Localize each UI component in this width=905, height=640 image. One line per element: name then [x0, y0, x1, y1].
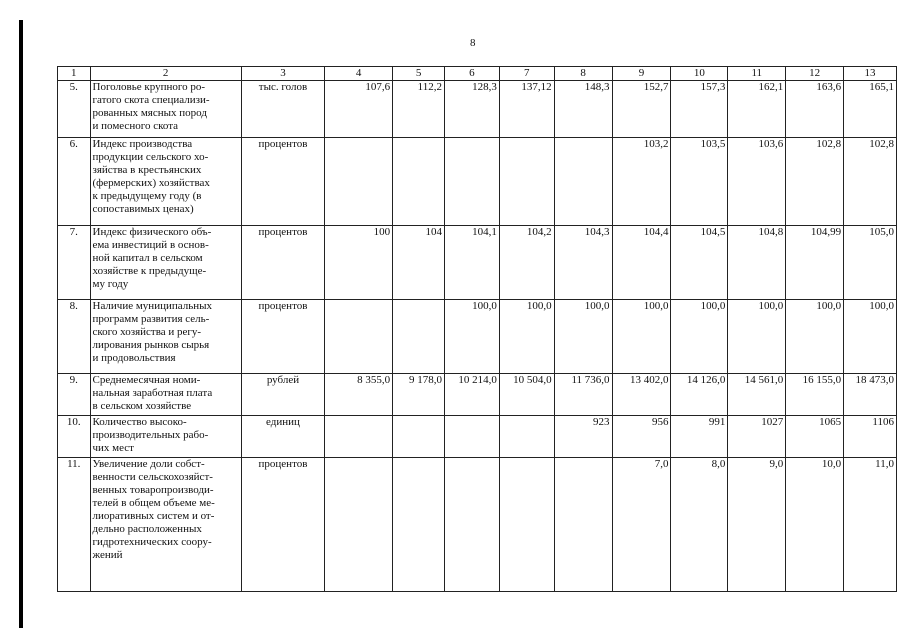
value-cell-col-4	[325, 300, 393, 374]
indicator-name-line: гатого скота специализи-	[92, 94, 210, 106]
header-cell-col-13: 13	[844, 67, 897, 81]
value-cell-col-13: 165,1	[844, 81, 897, 138]
unit-of-measure: рублей	[241, 374, 324, 416]
unit-of-measure: процентов	[241, 138, 324, 226]
indicator-name-line: Поголовье крупного ро-	[92, 81, 205, 93]
value-cell-col-5	[393, 138, 445, 226]
table-row	[58, 458, 897, 592]
value-cell-col-11: 100,0	[728, 300, 786, 374]
indicator-name-line: гидротехнических соору-	[92, 536, 212, 548]
value-cell-col-12: 16 155,0	[786, 374, 844, 416]
header-cell-col-1: 1	[58, 67, 91, 81]
indicator-name-line: к предыдущему году (в	[92, 190, 202, 202]
value-cell-col-8: 104,3	[554, 226, 612, 300]
indicator-name-line: Наличие муниципальных	[92, 300, 213, 312]
table-row	[58, 416, 897, 458]
value-cell-col-5: 9 178,0	[393, 374, 445, 416]
value-cell-col-6	[444, 138, 499, 226]
indicator-name	[90, 81, 241, 138]
value-cell-col-4: 8 355,0	[325, 374, 393, 416]
indicator-name-line: хозяйстве к предыдуще-	[92, 265, 207, 277]
indicator-name-line: и продовольствия	[92, 352, 176, 364]
header-cell-col-10: 10	[671, 67, 728, 81]
value-cell-col-8	[554, 138, 612, 226]
indicator-name-line: сопоставимых ценах)	[92, 203, 194, 215]
row-number: 6.	[58, 138, 91, 226]
indicator-name-line: лиоративных систем и от-	[92, 510, 215, 522]
header-cell-col-4: 4	[325, 67, 393, 81]
value-cell-col-6	[444, 458, 499, 592]
indicator-name-line: нальная заработная плата	[92, 387, 213, 399]
indicator-name-line: и помесного скота	[92, 120, 179, 132]
value-cell-col-4	[325, 458, 393, 592]
value-cell-col-9: 100,0	[612, 300, 671, 374]
value-cell-col-9: 13 402,0	[612, 374, 671, 416]
value-cell-col-8: 11 736,0	[554, 374, 612, 416]
indicator-name-line: продукции сельского хо-	[92, 151, 209, 163]
value-cell-col-6: 128,3	[444, 81, 499, 138]
header-cell-col-11: 11	[728, 67, 786, 81]
indicator-name	[90, 226, 241, 300]
value-cell-col-13: 102,8	[844, 138, 897, 226]
indicator-name	[90, 374, 241, 416]
value-cell-col-13: 11,0	[844, 458, 897, 592]
value-cell-col-10: 8,0	[671, 458, 728, 592]
indicator-name-line: ема инвестиций в основ-	[92, 239, 209, 251]
value-cell-col-8: 100,0	[554, 300, 612, 374]
value-cell-col-8: 148,3	[554, 81, 612, 138]
value-cell-col-7: 137,12	[499, 81, 554, 138]
indicator-name-line: Увеличение доли собст-	[92, 458, 205, 470]
indicators-table	[57, 66, 897, 592]
indicator-name-line: жений	[92, 549, 123, 561]
value-cell-col-5	[393, 416, 445, 458]
value-cell-col-9: 103,2	[612, 138, 671, 226]
value-cell-col-11: 104,8	[728, 226, 786, 300]
value-cell-col-9: 104,4	[612, 226, 671, 300]
header-cell-col-6: 6	[444, 67, 499, 81]
value-cell-col-9: 152,7	[612, 81, 671, 138]
column-number-header-row	[58, 67, 897, 81]
value-cell-col-7: 104,2	[499, 226, 554, 300]
row-number: 10.	[58, 416, 91, 458]
value-cell-col-7: 100,0	[499, 300, 554, 374]
row-number: 5.	[58, 81, 91, 138]
value-cell-col-6: 100,0	[444, 300, 499, 374]
unit-of-measure: тыс. голов	[241, 81, 324, 138]
header-cell-col-12: 12	[786, 67, 844, 81]
value-cell-col-10: 100,0	[671, 300, 728, 374]
header-cell-col-8: 8	[554, 67, 612, 81]
indicator-name-line: Индекс физического объ-	[92, 226, 212, 238]
value-cell-col-10: 157,3	[671, 81, 728, 138]
indicator-name-line: чих мест	[92, 442, 134, 454]
indicator-name-line: (фермерских) хозяйствах	[92, 177, 210, 189]
indicator-name-line: ной капитал в сельском	[92, 252, 203, 264]
table-row	[58, 81, 897, 138]
value-cell-col-12: 163,6	[786, 81, 844, 138]
header-cell-col-2: 2	[90, 67, 241, 81]
indicator-name	[90, 300, 241, 374]
indicator-name-line: рованных мясных пород	[92, 107, 207, 119]
indicator-name-line: венных товаропроизводи-	[92, 484, 214, 496]
value-cell-col-9: 7,0	[612, 458, 671, 592]
table-body	[58, 67, 897, 592]
value-cell-col-11: 14 561,0	[728, 374, 786, 416]
table-row	[58, 138, 897, 226]
value-cell-col-5: 104	[393, 226, 445, 300]
value-cell-col-12: 1065	[786, 416, 844, 458]
value-cell-col-7	[499, 416, 554, 458]
value-cell-col-13: 18 473,0	[844, 374, 897, 416]
header-cell-col-7: 7	[499, 67, 554, 81]
indicator-name-line: ского хозяйства и регу-	[92, 326, 202, 338]
value-cell-col-12: 10,0	[786, 458, 844, 592]
indicator-name-line: Среднемесячная номи-	[92, 374, 201, 386]
value-cell-col-8	[554, 458, 612, 592]
value-cell-col-11: 162,1	[728, 81, 786, 138]
table-row	[58, 300, 897, 374]
indicator-name-line: дельно расположенных	[92, 523, 202, 535]
indicator-name-line: в сельском хозяйстве	[92, 400, 192, 412]
row-number: 9.	[58, 374, 91, 416]
table-row	[58, 374, 897, 416]
indicator-name-line: телей в общем объеме ме-	[92, 497, 215, 509]
indicator-name-line: программ развития сель-	[92, 313, 210, 325]
indicator-name-line: Индекс производства	[92, 138, 193, 150]
value-cell-col-9: 956	[612, 416, 671, 458]
unit-of-measure: процентов	[241, 458, 324, 592]
value-cell-col-4	[325, 416, 393, 458]
header-cell-col-5: 5	[393, 67, 445, 81]
indicator-name-line: лирования рынков сырья	[92, 339, 210, 351]
value-cell-col-13: 105,0	[844, 226, 897, 300]
value-cell-col-11: 1027	[728, 416, 786, 458]
value-cell-col-4	[325, 138, 393, 226]
indicator-name	[90, 458, 241, 592]
row-number: 11.	[58, 458, 91, 592]
unit-of-measure: процентов	[241, 300, 324, 374]
value-cell-col-6	[444, 416, 499, 458]
indicator-name	[90, 416, 241, 458]
value-cell-col-10: 103,5	[671, 138, 728, 226]
unit-of-measure: процентов	[241, 226, 324, 300]
value-cell-col-10: 991	[671, 416, 728, 458]
value-cell-col-12: 100,0	[786, 300, 844, 374]
value-cell-col-13: 100,0	[844, 300, 897, 374]
value-cell-col-4: 100	[325, 226, 393, 300]
indicator-name-line: зяйства в крестьянских	[92, 164, 202, 176]
value-cell-col-5: 112,2	[393, 81, 445, 138]
value-cell-col-7	[499, 458, 554, 592]
value-cell-col-4: 107,6	[325, 81, 393, 138]
value-cell-col-7	[499, 138, 554, 226]
indicator-name-line: Количество высоко-	[92, 416, 187, 428]
value-cell-col-13: 1106	[844, 416, 897, 458]
unit-of-measure: единиц	[241, 416, 324, 458]
indicator-name-line: му году	[92, 278, 129, 290]
value-cell-col-6: 10 214,0	[444, 374, 499, 416]
header-cell-col-3: 3	[241, 67, 324, 81]
indicator-name	[90, 138, 241, 226]
value-cell-col-5	[393, 458, 445, 592]
value-cell-col-10: 104,5	[671, 226, 728, 300]
value-cell-col-5	[393, 300, 445, 374]
row-number: 7.	[58, 226, 91, 300]
value-cell-col-11: 103,6	[728, 138, 786, 226]
table-row	[58, 226, 897, 300]
indicator-name-line: венности сельскохозяйст-	[92, 471, 213, 483]
value-cell-col-11: 9,0	[728, 458, 786, 592]
value-cell-col-6: 104,1	[444, 226, 499, 300]
value-cell-col-7: 10 504,0	[499, 374, 554, 416]
header-cell-col-9: 9	[612, 67, 671, 81]
binding-margin-line	[19, 20, 23, 628]
row-number: 8.	[58, 300, 91, 374]
value-cell-col-10: 14 126,0	[671, 374, 728, 416]
value-cell-col-8: 923	[554, 416, 612, 458]
value-cell-col-12: 102,8	[786, 138, 844, 226]
page-number: 8	[470, 37, 476, 49]
indicator-name-line: производительных рабо-	[92, 429, 209, 441]
value-cell-col-12: 104,99	[786, 226, 844, 300]
